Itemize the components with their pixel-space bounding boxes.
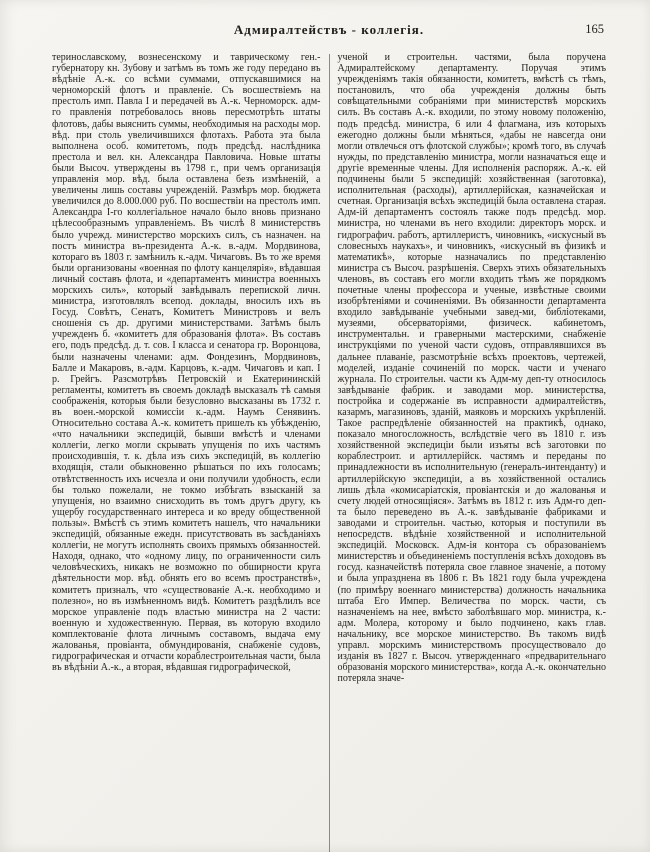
right-column-text: ученой и строительн. частями, была поручена Адмиралтейскому департаменту. Поручая этимъ учрежденіямъ такія обязанности, комитетъ, вмѣстѣ съ тѣмъ, постановилъ, что оба учрежденія должны быть совѣщательными собраніями при министерствѣ морскихъ силъ. Въ составъ А.-к. входили, по этому новому положенію, подъ предсѣд. министра, 6 или 4 флагмана, изъ которыхъ ежегодно должны были мѣняться, «дабы не навсегда они могли отвлечься отъ флотской службы»; кромѣ того, въ случаѣ нужды, по представленію министра, могли назначаться еще и другіе временные члены. Для исполненія распоряж. А.-к. ей подчинены были 5 экспедицій: хозяйственная (заготовка), исполнительная (расходы), артиллерійская, казначейская и счетная. Организація всѣхъ экспедицій была оставлена старая. Адм-ій департаментъ состоялъ также подъ предсѣд. мор. министра, но членами въ него входили: директоръ морск. и гидрографич. работъ, артиллеристъ, чиновникъ, «искусный въ словесныхъ наукахъ», и чиновникъ, «искусный въ физикѣ и математикѣ», которые назначались по представленію министра съ Высоч. разрѣшенія. Сверхъ этихъ обязательныхъ членовъ, въ составъ его могли входить тѣмъ же порядкомъ почетные члены профессора и ученые, извѣстные своими изобрѣтеніями и сочиненіями. Въ обязанности департамента входило завѣдываніе учебными завед-ми, библіотеками, музеями, обсерваторіями, физическ. кабинетомъ, инструментальн. и граверными мастерскими, снабженіе инструкціями по ученой части судовъ, отправлявшихся въ дальнее плаваніе, разсмотрѣніе всѣхъ проектовъ, чертежей, моделей, изданіе сочиненій по морск. части и ученаго журнала. По строительн. части къ Адм-му деп-ту относилось завѣдываніе фабрик. и заводами мор. министерства, постройка и содержаніе въ исправности адмиралтействъ, казармъ, магазиновъ, зданій, маяковъ и морскихъ укрѣпленій. Такое распредѣленіе обязанностей на практикѣ, однако, показало многосложность, вслѣдствіе чего въ 1810 г. изъ хозяйственной экспедиціи были изъяты всѣ заготовки по кораблестроит. и артиллерійск. частямъ и переданы по принадлежности въ исполнительную (генералъ-интенданту) и артиллерійскую экспедиціи, а въ хозяйственной остались лишь дѣла «комисаріатскія, провіантскія и до жалованья и счету людей относящіяся». Затѣмъ въ 1812 г. изъ Адм-го деп-та было переведено въ А.-к. завѣдываніе фабриками и заводами и строительн. частью, которыя и поступили въ непосредств. вѣдѣніе хозяйственной и исполнительной экспедицій. Московск. Адм-ія контора съ образованіемъ министерствъ и объединеніемъ поступленія всѣхъ доходовъ въ госуд. казначействѣ потеряла свое главное значеніе, а потому и была упразднена въ 1806 г. Въ 1821 году была учреждена (по примѣру военнаго министерства) должность начальника штаба Его Импер. Величества по морск. части, съ назначеніемъ на нее, вмѣсто заболѣвшаго мор. министра, к.-адм. Молера, которому и было подчинено, какъ глав. начальнику, все морское министерство. Въ такомъ видѣ управл. морскимъ министерствомъ просуществовало до изданія въ 1827 г. Высоч. утвержденнаго «предварительнаго образованія морского министерства», когда А.-к. окончательно потеряла значе-	[337, 52, 606, 685]
page-number: 165	[585, 22, 604, 36]
text-columns	[52, 52, 606, 852]
left-column-text: теринославскому, вознесенскому и таврическому ген.-губернатору кн. Зубову и затѣмъ въ томъ же году передано въ вѣдѣніе А.-к. со всѣми суммами, отпускавшимися на черноморскій флотъ и правленіе. Съ восшествіемъ на престолъ имп. Павла I и передачей въ А.-к. Черноморск. адм-го правленія потребовалось вновь пересмотрѣть штаты флотовъ, дабы выяснить суммы, необходимыя на расходы мор. вѣд. при столь увеличившихся флотахъ. Работа эта была выполнена особ. комитетомъ, подъ предсѣд. наслѣдника престола и вел. кн. Александра Павловича. Новые штаты были Высоч. утверждены въ 1798 г., при чемъ организація управленія мор. вѣд. была оставлена безъ измѣненій, а увеличены лишь составы учрежденій. Размѣръ мор. бюджета увеличился до 8.000.000 руб. По восшествіи на престолъ имп. Александра I-го коллегіальное начало было вновь признано цѣлесообразнымъ управленіемъ. Въ числѣ 8 министерствъ было учрежд. министерство морскихъ силъ, съ назначен. на постъ министра въ-президента А.-к. в.-адм. Мордвинова, котораго въ 1803 г. замѣнилъ к.-адм. Чичаговъ. Въ то же время были организованы «военная по флоту канцелярія», вѣдавшая личный составъ флота, и «департаментъ министра военныхъ морскихъ силъ», который завѣдывалъ перепиской личн. министра, изготовлялъ всепод. доклады, вносилъ ихъ въ Госуд. Совѣтъ, Сенатъ, Комитетъ Министровъ и велъ сношенія съ др. другими министерствами. Затѣмъ былъ учрежденъ б. «комитетъ для образованія флота». Въ составъ его, подъ предсѣд. д. т. сов. I класса и сенатора гр. Воронцова, были назначены членами: адм. Фондезинъ, Мордвиновъ, Балле и Макаровъ, в.-адм. Карцовъ, к.-адм. Чичаговъ и кап. I р. Грейгъ. Разсмотрѣвъ Петровскій и Екатерининскій регламенты, комитетъ въ своемъ докладѣ высказалъ тѣ самыя соображенія, которыя были безусловно высказаны въ 1732 г. въ воен.-морской комиссіи к.-адм. Наумъ Сенявинъ. Относительно состава А.-к. комитетъ пришелъ къ убѣжденію, «что начальники экспедицій, бывши вмѣстѣ и членами коллегіи, легко могли скрывать упущенія по ихъ частямъ происходившія, т. к. дѣла изъ сихъ экспедицій, въ коллегію входящія, стали обыкновенно рѣшаться по ихъ голосамъ; отвѣтственность ихъ исчезла и они получили удобность, если бы только пожелали, не токмо избѣгать взысканій за упущенія, но взаимно снисходить въ томъ другъ другу, къ ущербу государственнаго интереса и ко вреду общественной пользы». Вмѣстѣ съ этимъ комитетъ нашелъ, что начальники экспедицій, обязанные ежедн. присутствовать въ засѣданіяхъ коллегіи, не могутъ исполнять своихъ прямыхъ обязанностей. Находя, однако, что «одному лицу, по ограниченности силъ человѣческихъ, никакъ не возможно по обширности круга дѣятельности мор. вѣд. обнять его во всемъ пространствѣ», комитетъ призналъ, что «существованіе А.-к. необходимо и полезно», но въ измѣненномъ видѣ. Комитетъ раздѣлилъ все морское управленіе подъ властью министра на 2 части: военную и художественную. Первая, въ которую входило комплектованіе флота личнымъ составомъ, выдача ему жалованья, провіанта, обмундированія, снабженіе судовъ, гидрографическая и отчасти кораблестроительная части, была въ вѣдѣніи А.-к., а вторая, вѣдавшая гидрографической,	[52, 52, 321, 674]
page-header	[52, 22, 606, 44]
running-title: Адмиралтействъ - коллегія.	[233, 22, 425, 37]
